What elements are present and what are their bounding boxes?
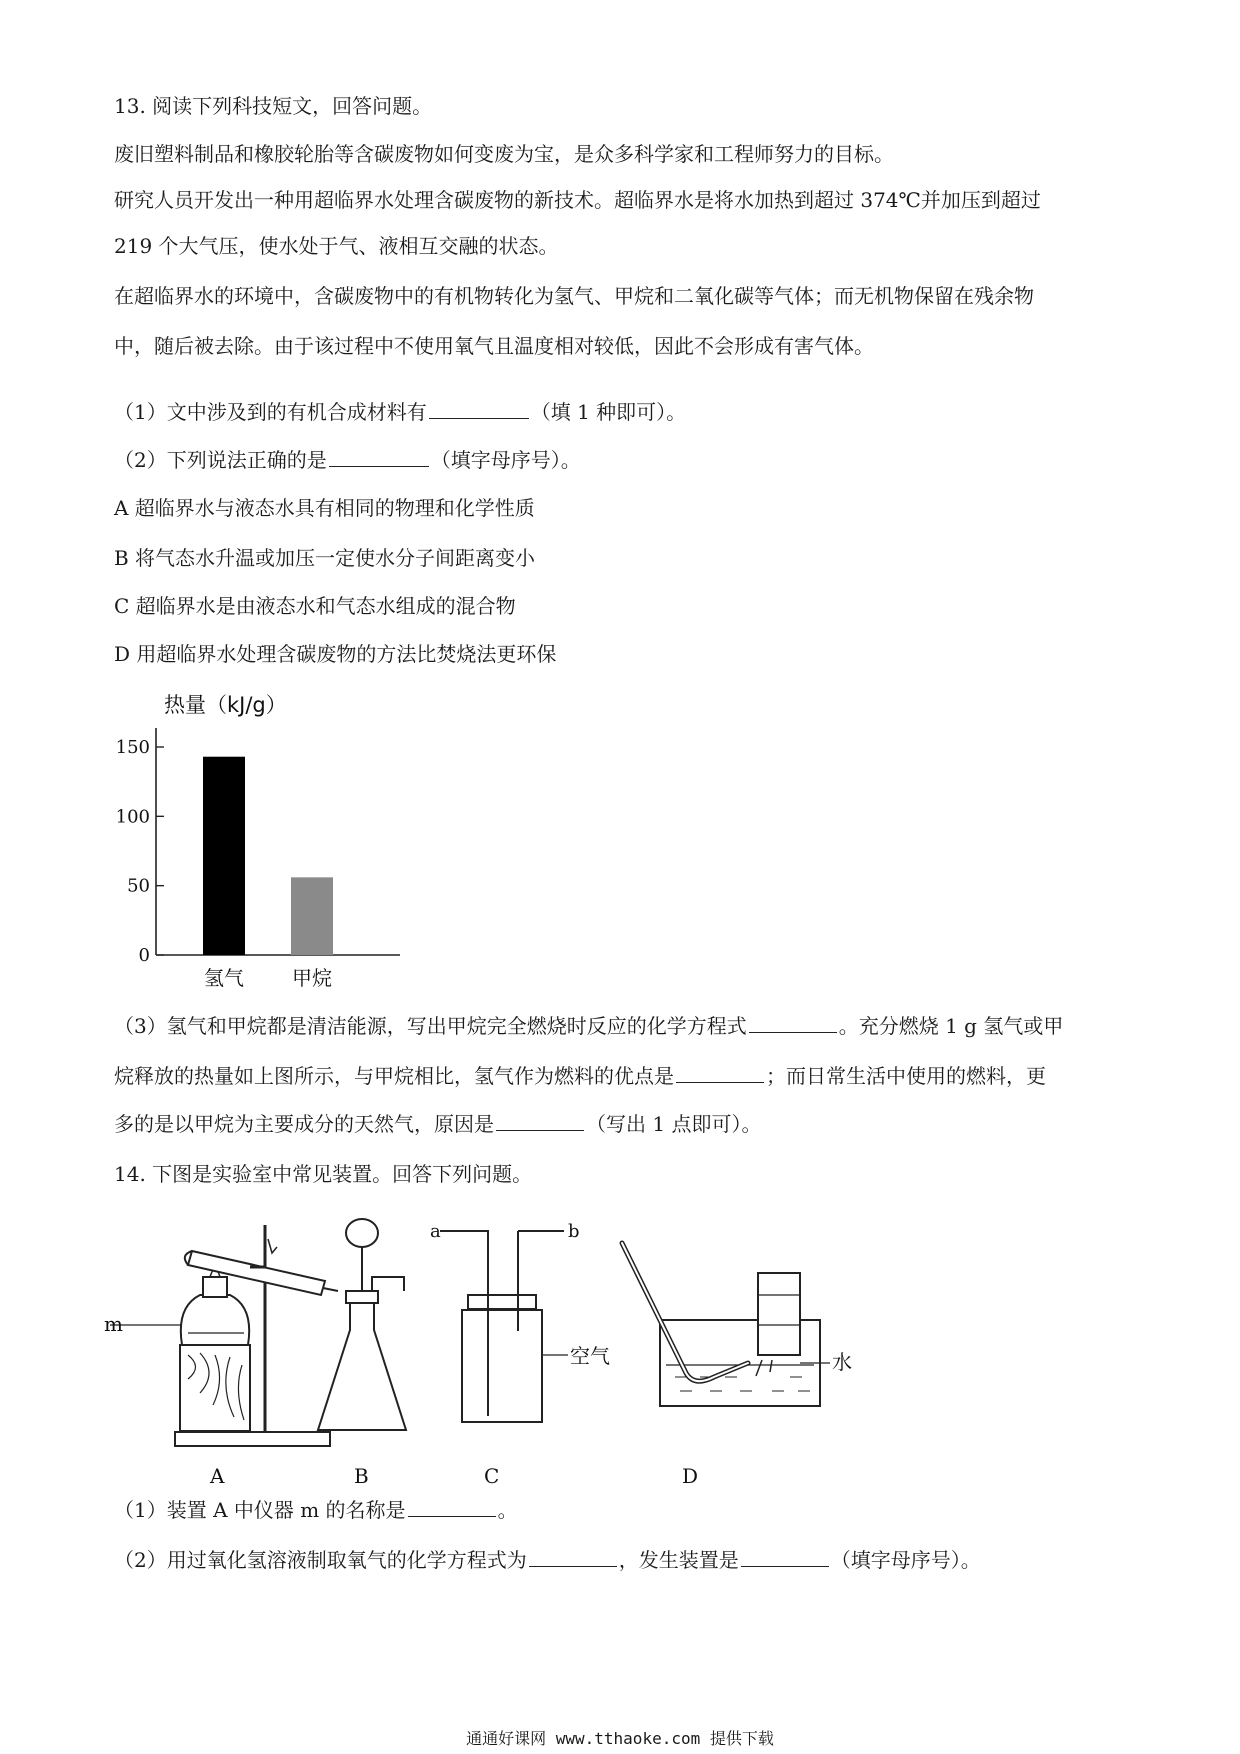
- bar-0: [203, 757, 245, 955]
- iron-stand-base: [175, 1432, 330, 1446]
- lab-apparatus-diagram: [100, 1215, 1120, 1505]
- apparatus-c: [440, 1231, 568, 1422]
- question-13-title: 13. 阅读下列科技短文，回答问题。: [114, 94, 433, 118]
- label-air: 空气: [570, 1344, 610, 1368]
- apparatus-d: [622, 1243, 830, 1406]
- answer-blank[interactable]: [408, 1498, 496, 1517]
- answer-blank[interactable]: [749, 1014, 837, 1033]
- answer-blank[interactable]: [496, 1112, 584, 1131]
- sub-question-3: （3）氢气和甲烷都是清洁能源，写出甲烷完全燃烧时反应的化学方程式 。充分燃烧 1 g 氢气或甲: [114, 1014, 1064, 1038]
- q14-sub-question-1: （1）装置 A 中仪器 m 的名称是 。: [114, 1498, 518, 1522]
- sub-question-1: （1）文中涉及到的有机合成材料有 （填 1 种即可）。: [114, 400, 687, 424]
- caption-c: C: [484, 1464, 500, 1488]
- answer-blank[interactable]: [429, 400, 529, 419]
- conical-flask: [318, 1300, 406, 1430]
- clamp-screw: [268, 1239, 277, 1253]
- answer-blank[interactable]: [329, 448, 429, 467]
- label-water: 水: [832, 1350, 852, 1374]
- answer-blank[interactable]: [529, 1548, 617, 1567]
- option-c: C 超临界水是由液态水和气态水组成的混合物: [114, 594, 516, 618]
- heat-bar-chart: [100, 690, 420, 990]
- passage-paragraph: 219 个大气压，使水处于气、液相互交融的状态。: [114, 234, 559, 258]
- stopper: [346, 1291, 378, 1303]
- b-delivery-tube: [372, 1277, 404, 1291]
- question-14-title: 14. 下图是实验室中常见装置。回答下列问题。: [114, 1162, 533, 1186]
- apparatus-b: [318, 1219, 406, 1430]
- passage-paragraph: 废旧塑料制品和橡胶轮胎等含碳废物如何变废为宝，是众多科学家和工程师努力的目标。: [114, 142, 894, 166]
- gas-bottle: [462, 1310, 542, 1422]
- x-tick-label: 氢气: [204, 966, 244, 990]
- alcohol-lamp: [181, 1295, 249, 1345]
- passage-paragraph: 中，随后被去除。由于该过程中不使用氧气且温度相对较低，因此不会形成有害气体。: [114, 334, 874, 358]
- funnel-bulb: [346, 1219, 378, 1247]
- answer-blank[interactable]: [676, 1064, 764, 1083]
- sub-question-2: （2）下列说法正确的是 （填字母序号）。: [114, 448, 581, 472]
- option-a: A 超临界水与液态水具有相同的物理和化学性质: [114, 496, 535, 520]
- q14-sub-question-2: （2）用过氧化氢溶液制取氧气的化学方程式为 ，发生装置是 （填字母序号）。: [114, 1548, 981, 1572]
- option-d: D 用超临界水处理含碳废物的方法比焚烧法更环保: [114, 642, 557, 666]
- y-tick-label: 100: [115, 806, 150, 828]
- option-b: B 将气态水升温或加压一定使水分子间距离变小: [114, 546, 536, 570]
- x-tick-labels: [204, 966, 332, 990]
- apparatus-a: [110, 1225, 338, 1446]
- lamp-cap: [203, 1277, 227, 1297]
- y-tick-label: 50: [127, 875, 150, 897]
- x-tick-label: 甲烷: [292, 966, 332, 990]
- sub-question-3-line2: 烷释放的热量如上图所示，与甲烷相比，氢气作为燃料的优点是 ；而日常生活中使用的燃料，更: [114, 1064, 1046, 1088]
- wood-grain: [188, 1353, 244, 1420]
- y-axis-label: 热量（kJ/g）: [164, 693, 287, 717]
- label-a: a: [430, 1221, 441, 1242]
- caption-d: D: [682, 1464, 699, 1488]
- label-m: m: [104, 1312, 123, 1336]
- bars: [203, 757, 333, 955]
- passage-paragraph: 在超临界水的环境中，含碳废物中的有机物转化为氢气、甲烷和二氧化碳等气体；而无机物保留在残余物: [114, 284, 1034, 308]
- footer-text: 通通好课网 www.tthaoke.com 提供下载: [466, 1729, 774, 1748]
- delivery-tube: [323, 1288, 338, 1291]
- sub-question-3-line3: 多的是以甲烷为主要成分的天然气，原因是 （写出 1 点即可）。: [114, 1112, 762, 1136]
- label-b: b: [568, 1221, 580, 1242]
- c-stopper: [468, 1295, 536, 1309]
- y-tick-label: 150: [115, 737, 150, 758]
- passage-paragraph: 研究人员开发出一种用超临界水处理含碳废物的新技术。超临界水是将水加热到超过 374℃并加压到超过: [114, 188, 1041, 212]
- bar-1: [291, 877, 333, 955]
- caption-b: B: [354, 1464, 369, 1488]
- collection-bottle: [758, 1273, 800, 1355]
- answer-blank[interactable]: [741, 1548, 829, 1567]
- y-tick-label: 0: [138, 945, 150, 966]
- caption-a: A: [210, 1464, 225, 1488]
